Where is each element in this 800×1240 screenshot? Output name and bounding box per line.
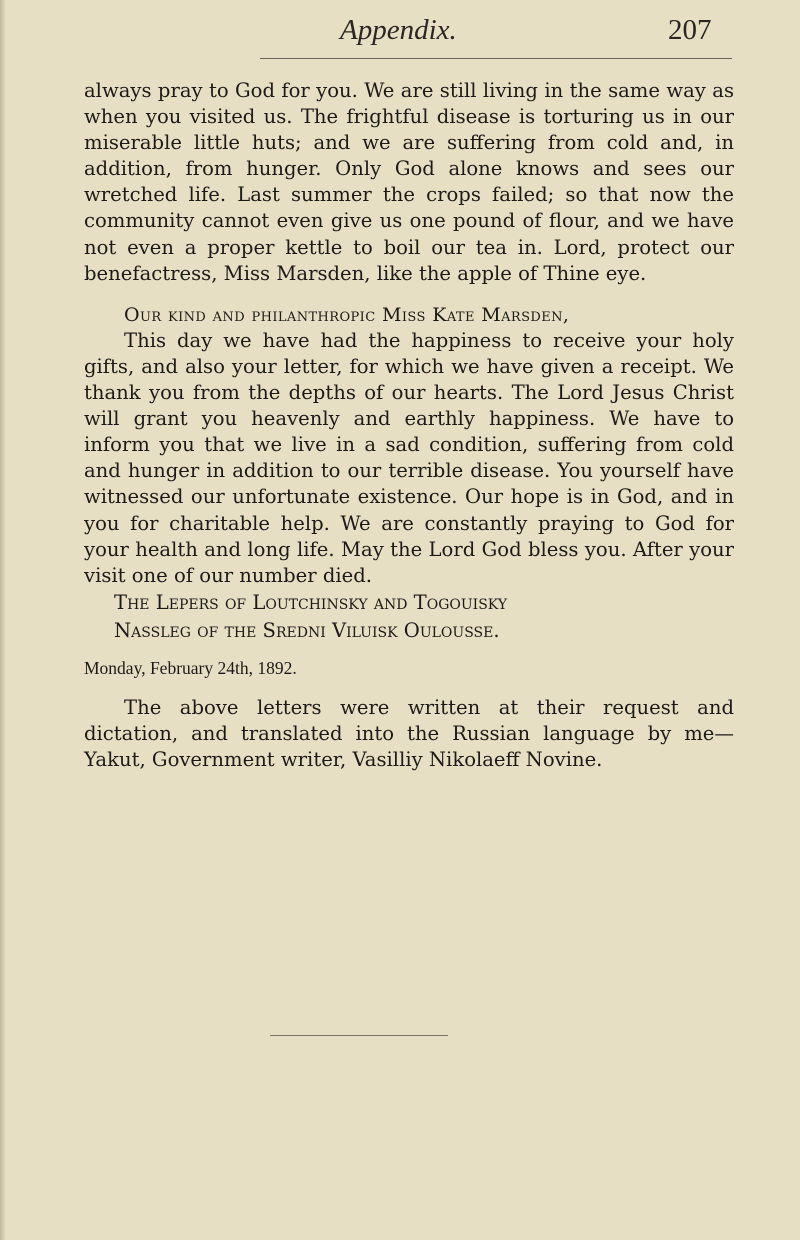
footer-rule — [270, 1035, 448, 1036]
page-body — [84, 78, 734, 773]
page-edge-shadow — [0, 0, 6, 1240]
translator-note: The above letters were written at their request and dictation, and translated into the Russian language by me—Yakut, Government writer, Vasilliy Nikolaeff Novine. — [84, 695, 734, 772]
header-rule — [260, 58, 732, 59]
letter-signature — [84, 589, 734, 645]
running-head: Appendix. — [340, 14, 457, 46]
signature-line-1: The Lepers of Loutchinsky and Togouisky — [114, 590, 508, 614]
page-number: 207 — [668, 14, 712, 46]
letter-body: This day we have had the happiness to receive your holy gifts, and also your letter, for which we have given a receipt. We thank you from the depths of our hearts. The Lord Jesus Christ will grant you heavenly and earthly happiness. We have to inform you that we live in a sad condition, suffering from cold and hunger in addition to our terrible disease. You yourself have witnessed our unfortunate existence. Our hope is in God, and in you for charitable help. We are constantly praying to God for your health and long life. May the Lord God bless you. After your visit one of our number died. — [84, 328, 734, 587]
page-header — [0, 14, 760, 54]
letter-date: Monday, February 24th, 1892. — [84, 657, 297, 678]
letter-salutation: Our kind and philanthropic Miss Kate Marsden, — [124, 303, 570, 326]
signature-line-2: Nassleg of the Sredni Viluisk Oulousse. — [114, 618, 500, 642]
paragraph-continuation: always pray to God for you. We are still living in the same way as when you visited us. The frightful disease is torturing us in our miserable little huts; and we are suffering from cold and, in addition, from hunger. Only God alone knows and sees our wretched life. Last summer the crops failed; so that now the community cannot even give us one pound of flour, and we have not even a proper kettle to boil our tea in. Lord, protect our benefactress, Miss Marsden, like the apple of Thine eye. — [84, 79, 734, 285]
